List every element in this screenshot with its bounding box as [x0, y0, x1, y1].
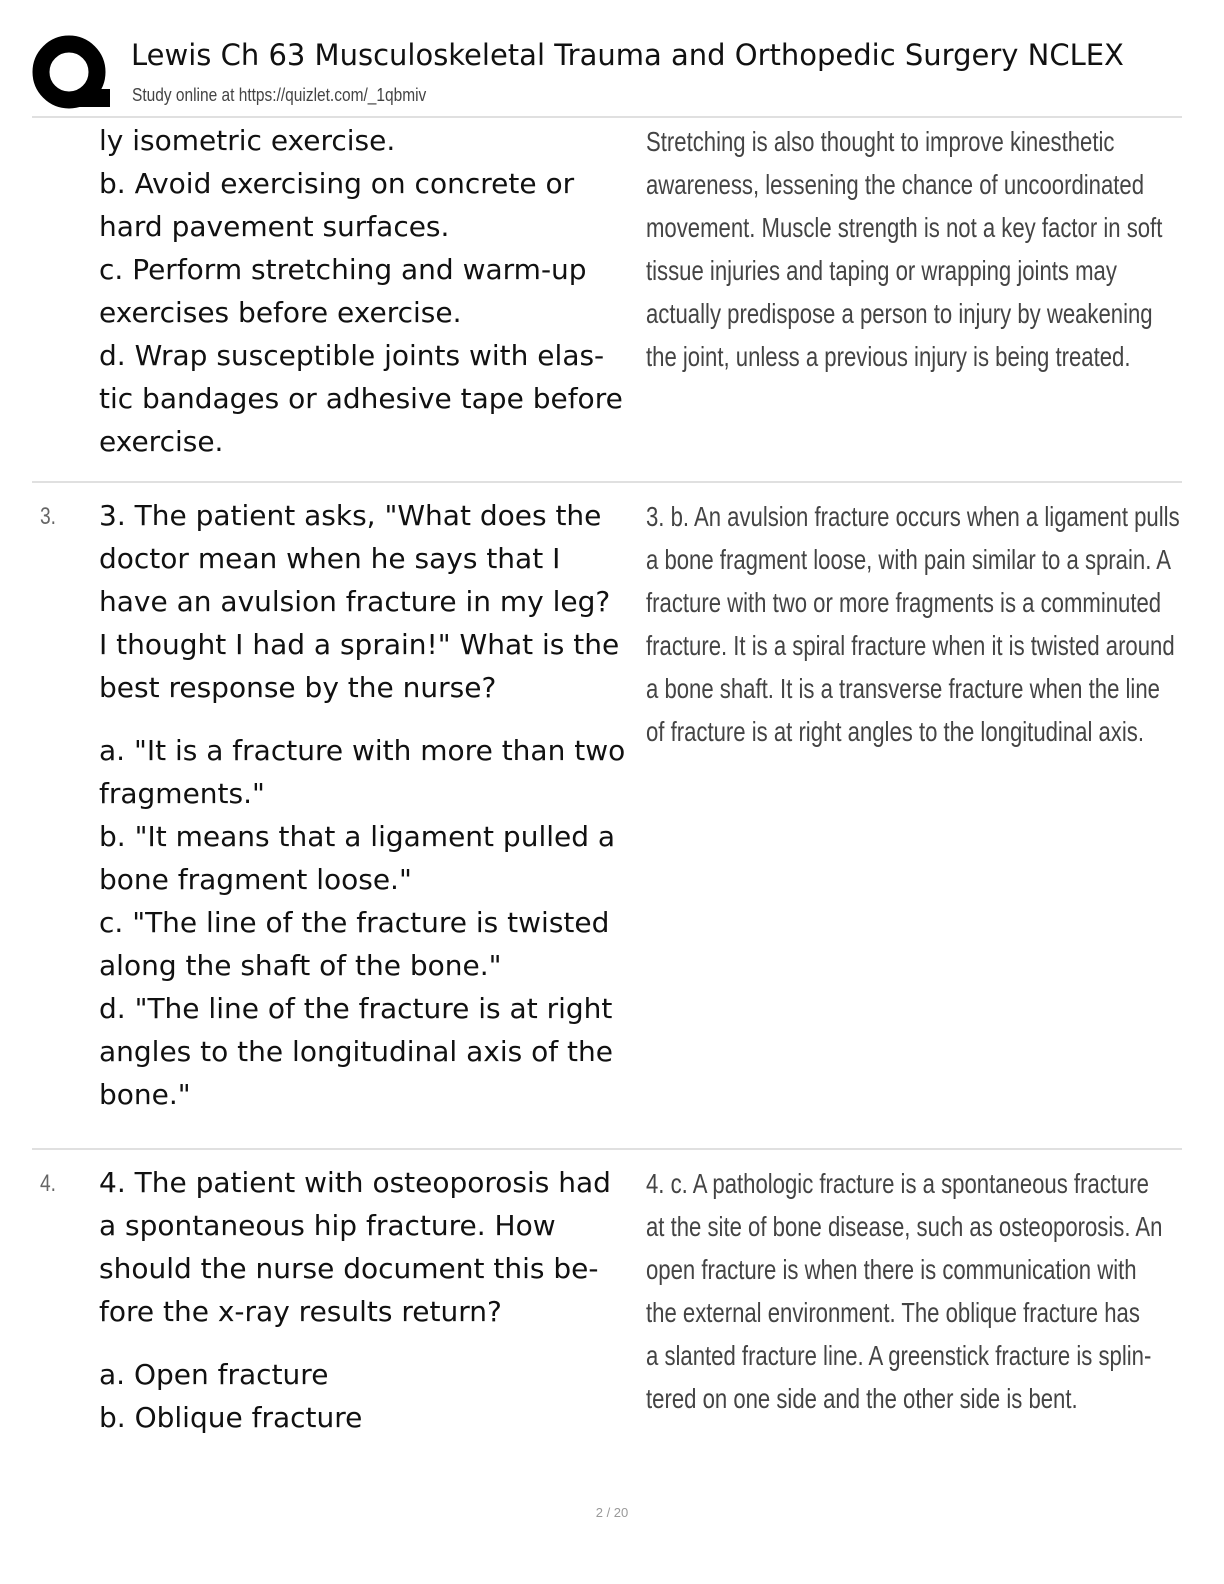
- question-text: [99, 1161, 644, 1439]
- question-line: should the nurse document this be-: [99, 1252, 599, 1285]
- question-text: [99, 119, 644, 463]
- answer-line: a slanted fracture line. A greenstick fracture is splin-: [646, 1340, 1152, 1371]
- answer-line: a bone fragment loose, with pain similar to a sprain. A: [646, 544, 1172, 575]
- question-line: fore the x-ray results return?: [99, 1295, 502, 1328]
- divider: [32, 481, 1182, 483]
- option-line: d. "The line of the fracture is at right: [99, 992, 613, 1025]
- quizlet-logo: [30, 33, 112, 115]
- option-line: fragments.": [99, 777, 265, 810]
- answer-line: movement. Muscle strength is not a key factor in soft: [646, 212, 1163, 243]
- question-line: 4. The patient with osteoporosis had: [99, 1166, 611, 1199]
- answer-line: tissue injuries and taping or wrapping joints may: [646, 255, 1117, 286]
- option-line: bone.": [99, 1078, 191, 1111]
- divider: [32, 116, 1182, 118]
- question-line: 3. The patient asks, "What does the: [99, 499, 602, 532]
- answer-line: 4. c. A pathologic fracture is a spontaneous fracture: [646, 1168, 1149, 1199]
- option-line: b. "It means that a ligament pulled a: [99, 820, 616, 853]
- divider: [32, 1148, 1182, 1150]
- question-line: I thought I had a sprain!" What is the: [99, 628, 620, 661]
- option-line: b. Oblique fracture: [99, 1401, 363, 1434]
- option-line: c. "The line of the fracture is twisted: [99, 906, 610, 939]
- question-line: d. Wrap susceptible joints with elas-: [99, 339, 605, 372]
- option-line: a. "It is a fracture with more than two: [99, 734, 626, 767]
- option-line: a. Open fracture: [99, 1358, 329, 1391]
- question-line: best response by the nurse?: [99, 671, 497, 704]
- answer-line: the external environment. The oblique fracture has: [646, 1297, 1140, 1328]
- question-line: b. Avoid exercising on concrete or: [99, 167, 575, 200]
- option-line: bone fragment loose.": [99, 863, 412, 896]
- answer-line: actually predispose a person to injury by weakening: [646, 298, 1153, 329]
- answer-options: [99, 1353, 644, 1439]
- question-line: exercise.: [99, 425, 224, 458]
- answer-text: [646, 495, 1180, 753]
- page-number: 2 / 20: [595, 1505, 629, 1520]
- question-line: hard pavement surfaces.: [99, 210, 450, 243]
- answer-line: fracture with two or more fragments is a comminuted: [646, 587, 1162, 618]
- question-line: c. Perform stretching and warm-up: [99, 253, 587, 286]
- question-line: have an avulsion fracture in my leg?: [99, 585, 611, 618]
- answer-line: at the site of bone disease, such as osteoporosis. An: [646, 1211, 1163, 1242]
- answer-line: a bone shaft. It is a transverse fracture when the line: [646, 673, 1160, 704]
- answer-line: open fracture is when there is communication with: [646, 1254, 1137, 1285]
- question-line: exercises before exercise.: [99, 296, 462, 329]
- option-line: angles to the longitudinal axis of the: [99, 1035, 613, 1068]
- answer-line: fracture. It is a spiral fracture when it is twisted around: [646, 630, 1175, 661]
- question-line: doctor mean when he says that I: [99, 542, 561, 575]
- answer-line: awareness, lessening the chance of uncoordinated: [646, 169, 1145, 200]
- card-number: 3.: [40, 503, 57, 530]
- page-header: [0, 0, 1224, 118]
- answer-line: 3. b. An avulsion fracture occurs when a ligament pulls: [646, 501, 1180, 532]
- answer-line: of fracture is at right angles to the longitudinal axis.: [646, 716, 1144, 747]
- card-number: 4.: [40, 1170, 57, 1197]
- document-title: Lewis Ch 63 Musculoskeletal Trauma and Orthopedic Surgery NCLEX: [131, 38, 1124, 72]
- answer-text: [646, 1162, 1167, 1420]
- answer-line: the joint, unless a previous injury is being treated.: [646, 341, 1131, 372]
- option-line: along the shaft of the bone.": [99, 949, 502, 982]
- study-online-link[interactable]: Study online at https://quizlet.com/_1qbmiv: [132, 85, 427, 105]
- answer-text: [646, 120, 1167, 378]
- question-line: a spontaneous hip fracture. How: [99, 1209, 556, 1242]
- answer-line: tered on one side and the other side is bent.: [646, 1383, 1078, 1414]
- answer-options: [99, 729, 644, 1116]
- question-line: ly isometric exercise.: [99, 124, 396, 157]
- answer-line: Stretching is also thought to improve kinesthetic: [646, 126, 1115, 157]
- question-text: [99, 494, 644, 1116]
- question-line: tic bandages or adhesive tape before: [99, 382, 623, 415]
